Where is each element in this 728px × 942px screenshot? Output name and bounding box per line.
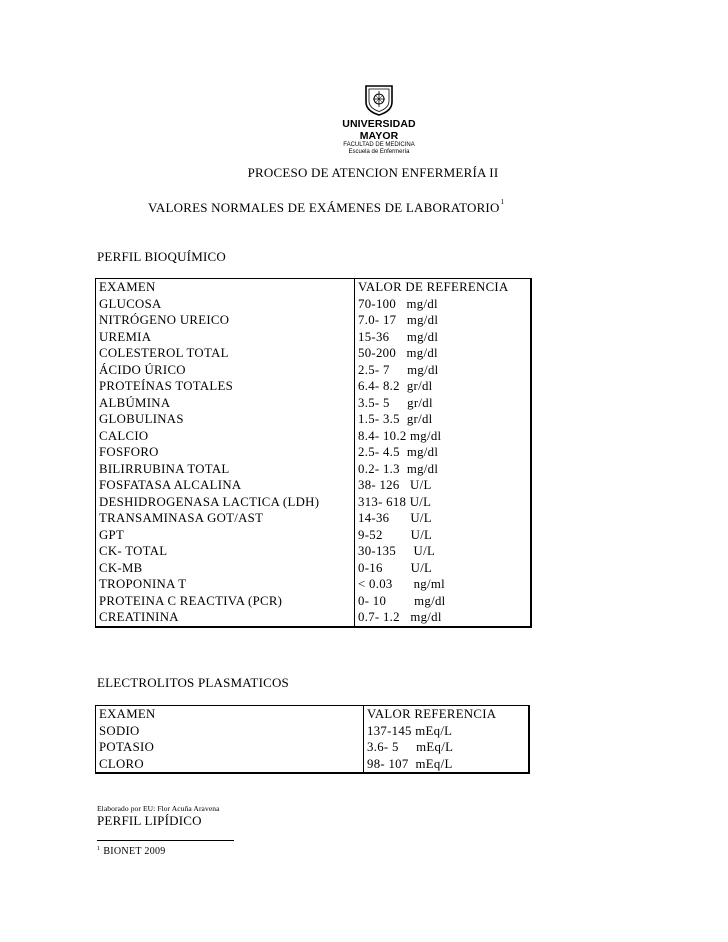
reference-value-cell: 98- 107 mEq/L (364, 756, 530, 774)
footnote-ref: 1 (500, 198, 505, 206)
exam-cell: TRANSAMINASA GOT/AST (96, 510, 355, 527)
footnote: $^1$ BIONET 2009 (97, 846, 166, 857)
table-row (96, 527, 532, 544)
table-row (96, 593, 532, 610)
reference-value-cell: 14-36 U/L (358, 511, 432, 526)
university-logo (334, 84, 424, 156)
table-row (96, 345, 532, 362)
reference-value-cell: 0-16 U/L (358, 560, 433, 575)
reference-value-cell: 38- 126 U/L (358, 478, 432, 493)
reference-value-cell: 0.2- 1.3 mg/dl (358, 461, 439, 476)
exam-cell: CALCIO (96, 428, 355, 445)
exam-cell: GLOBULINAS (96, 411, 355, 428)
section-heading-lipid: PERFIL LIPÍDICO (97, 813, 202, 828)
school-name: Escuela de Enfermería (348, 149, 410, 155)
exam-cell: FOSFATASA ALCALINA (96, 477, 355, 494)
reference-value-cell: 0- 10 mg/dl (358, 593, 446, 608)
reference-value-cell: VALOR REFERENCIA (367, 707, 497, 722)
reference-value-cell: 6.4- 8.2 gr/dl (358, 379, 433, 394)
biochemical-table (95, 278, 532, 628)
reference-value-cell: 3.6- 5 mEq/L (367, 740, 454, 755)
table-row (96, 510, 532, 527)
table-row (96, 461, 532, 478)
table-row (96, 444, 532, 461)
exam-cell: CK-MB (96, 560, 355, 577)
exam-cell: BILIRRUBINA TOTAL (96, 461, 355, 478)
table-row (96, 395, 532, 412)
exam-cell: SODIO (96, 723, 364, 740)
section-heading-biochemical: PERFIL BIOQUÍMICO (97, 249, 226, 264)
reference-value-cell: 1.5- 3.5 gr/dl (358, 412, 433, 427)
reference-value-cell: 0.7- 1.2 mg/dl (355, 609, 532, 627)
table-row (96, 296, 532, 313)
electrolytes-table (95, 705, 530, 774)
table-row (96, 739, 530, 756)
reference-value-cell: 313- 618 U/L (358, 494, 432, 509)
exam-cell: CLORO (96, 756, 364, 774)
table-row (96, 560, 532, 577)
exam-cell: ÁCIDO ÚRICO (96, 362, 355, 379)
reference-value-cell: VALOR DE REFERENCIA (358, 280, 509, 295)
exam-cell: FOSFORO (96, 444, 355, 461)
footnote-divider (97, 840, 234, 841)
reference-value-cell: 8.4- 10.2 mg/dl (358, 428, 442, 443)
table-row (96, 723, 530, 740)
exam-cell: GPT (96, 527, 355, 544)
section-heading-electrolytes: ELECTROLITOS PLASMATICOS (97, 675, 289, 690)
table-row (96, 494, 532, 511)
reference-value-cell: 7.0- 17 mg/dl (358, 313, 439, 328)
exam-cell: COLESTEROL TOTAL (96, 345, 355, 362)
table-row (96, 477, 532, 494)
table-row (96, 329, 532, 346)
reference-value-cell: 9-52 U/L (358, 527, 433, 542)
course-title: PROCESO DE ATENCION ENFERMERÍA II (247, 165, 499, 180)
exam-cell: EXAMEN (96, 706, 364, 723)
table-header-row (96, 279, 532, 296)
exam-cell: CK- TOTAL (96, 543, 355, 560)
exam-cell: EXAMEN (96, 279, 355, 296)
reference-value-cell: 15-36 mg/dl (358, 329, 439, 344)
table-row (96, 312, 532, 329)
reference-value-cell: < 0.03 ng/ml (358, 577, 445, 592)
table-row (96, 609, 532, 627)
reference-value-cell: 137-145 mEq/L (367, 723, 453, 738)
exam-cell: CREATININA (96, 609, 355, 627)
table-row (96, 378, 532, 395)
table-row (96, 576, 532, 593)
table-header-row (96, 706, 530, 723)
reference-value-cell: 3.5- 5 gr/dl (358, 395, 433, 410)
document-title: VALORES NORMALES DE EXÁMENES DE LABORATORIO$^1$ (148, 198, 505, 215)
exam-cell: NITRÓGENO UREICO (96, 312, 355, 329)
exam-cell: PROTEÍNAS TOTALES (96, 378, 355, 395)
table-row (96, 362, 532, 379)
reference-value-cell: 30-135 U/L (358, 544, 436, 559)
exam-cell: PROTEINA C REACTIVA (PCR) (96, 593, 355, 610)
exam-cell: TROPONINA T (96, 576, 355, 593)
university-crest-icon (364, 84, 394, 116)
reference-value-cell: 2.5- 4.5 mg/dl (358, 445, 439, 460)
exam-cell: GLUCOSA (96, 296, 355, 313)
reference-value-cell: 2.5- 7 mg/dl (358, 362, 439, 377)
university-name: UNIVERSIDAD MAYOR (342, 118, 416, 142)
faculty-name: FACULTAD DE MEDICINA (343, 142, 415, 148)
exam-cell: POTASIO (96, 739, 364, 756)
reference-value-cell: 70-100 mg/dl (358, 296, 438, 311)
table-row (96, 543, 532, 560)
table-row (96, 411, 532, 428)
reference-value-cell: 50-200 mg/dl (358, 346, 438, 361)
exam-cell: DESHIDROGENASA LACTICA (LDH) (96, 494, 355, 511)
exam-cell: ALBÚMINA (96, 395, 355, 412)
table-row (96, 428, 532, 445)
table-row (96, 756, 530, 774)
exam-cell: UREMIA (96, 329, 355, 346)
author-note: Elaborado por EU: Flor Acuña Aravena (97, 804, 220, 813)
